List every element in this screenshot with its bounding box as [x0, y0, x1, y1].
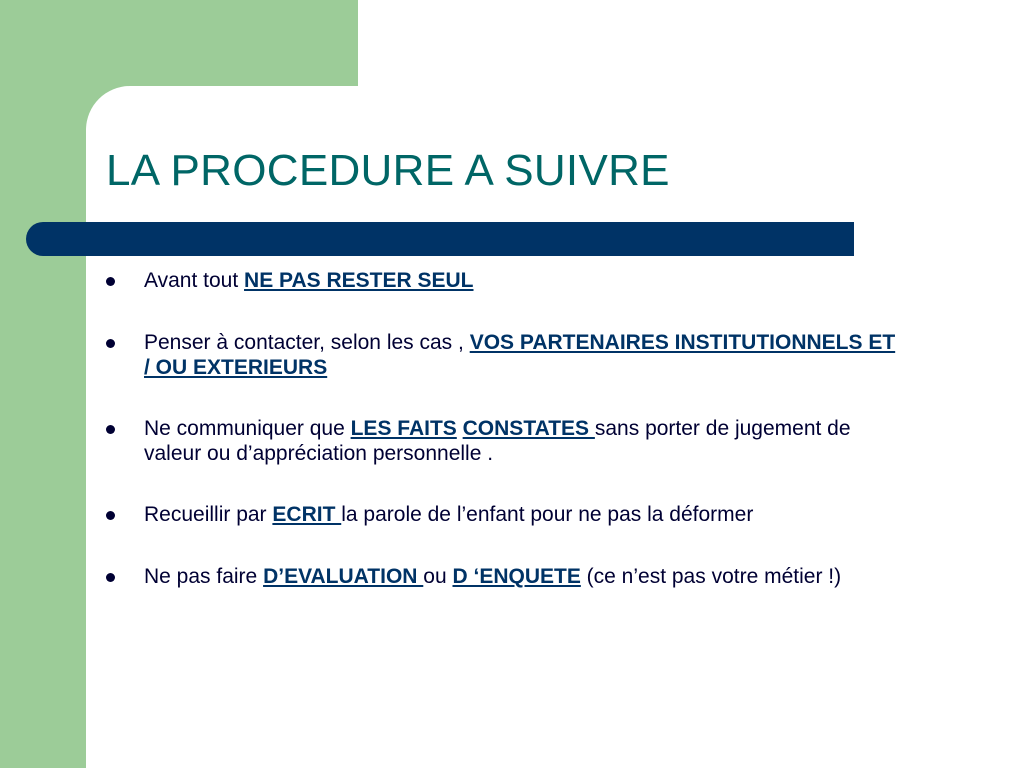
bullet-dot-icon: [106, 511, 115, 520]
bullet-emphasis: CONSTATES: [462, 417, 595, 440]
bullet-segment: Penser à contacter, selon les cas ,: [144, 331, 470, 354]
bullet-emphasis: D’EVALUATION: [263, 565, 424, 588]
bullet-dot-icon: [106, 339, 115, 348]
bullet-dot-icon: [106, 573, 115, 582]
bullet-segment: sans porter de jugement de valeur ou d’appréciation personnelle .: [144, 417, 851, 465]
bullet-emphasis: NE PAS RESTER SEUL: [244, 269, 474, 292]
bullet-item-3: [106, 416, 906, 466]
title-underline-bar: [26, 222, 854, 256]
bullet-text: [144, 330, 906, 380]
bullet-emphasis: ECRIT: [272, 503, 342, 526]
bullet-segment: la parole de l’enfant pour ne pas la déformer: [341, 503, 754, 526]
bullet-dot-icon: [106, 425, 115, 434]
bullet-text: [144, 416, 906, 466]
bullet-segment: Ne pas faire: [144, 565, 264, 588]
bullet-dot-icon: [106, 277, 115, 286]
bullet-emphasis: LES FAITS: [350, 417, 457, 440]
bullet-text: [144, 268, 906, 293]
bullet-segment: Recueillir par: [144, 503, 273, 526]
bullet-item-2: [106, 330, 906, 380]
bullet-segment: Ne communiquer que: [144, 417, 351, 440]
bullet-item-4: [106, 502, 906, 527]
bullet-emphasis: D ‘ENQUETE: [452, 565, 581, 588]
bullet-text: [144, 502, 906, 527]
bullet-item-5: [106, 564, 906, 589]
bullet-segment: (ce n’est pas votre métier !): [580, 565, 842, 588]
bullet-segment: Avant tout: [144, 269, 245, 292]
bullet-item-1: [106, 268, 906, 293]
bullet-segment: ou: [423, 565, 453, 588]
slide-title: LA PROCEDURE A SUIVRE: [106, 146, 670, 195]
bullet-text: [144, 564, 906, 589]
bullet-emphasis: VOS PARTENAIRES INSTITUTIONNELS ET / OU EXTERIEURS: [144, 331, 896, 379]
